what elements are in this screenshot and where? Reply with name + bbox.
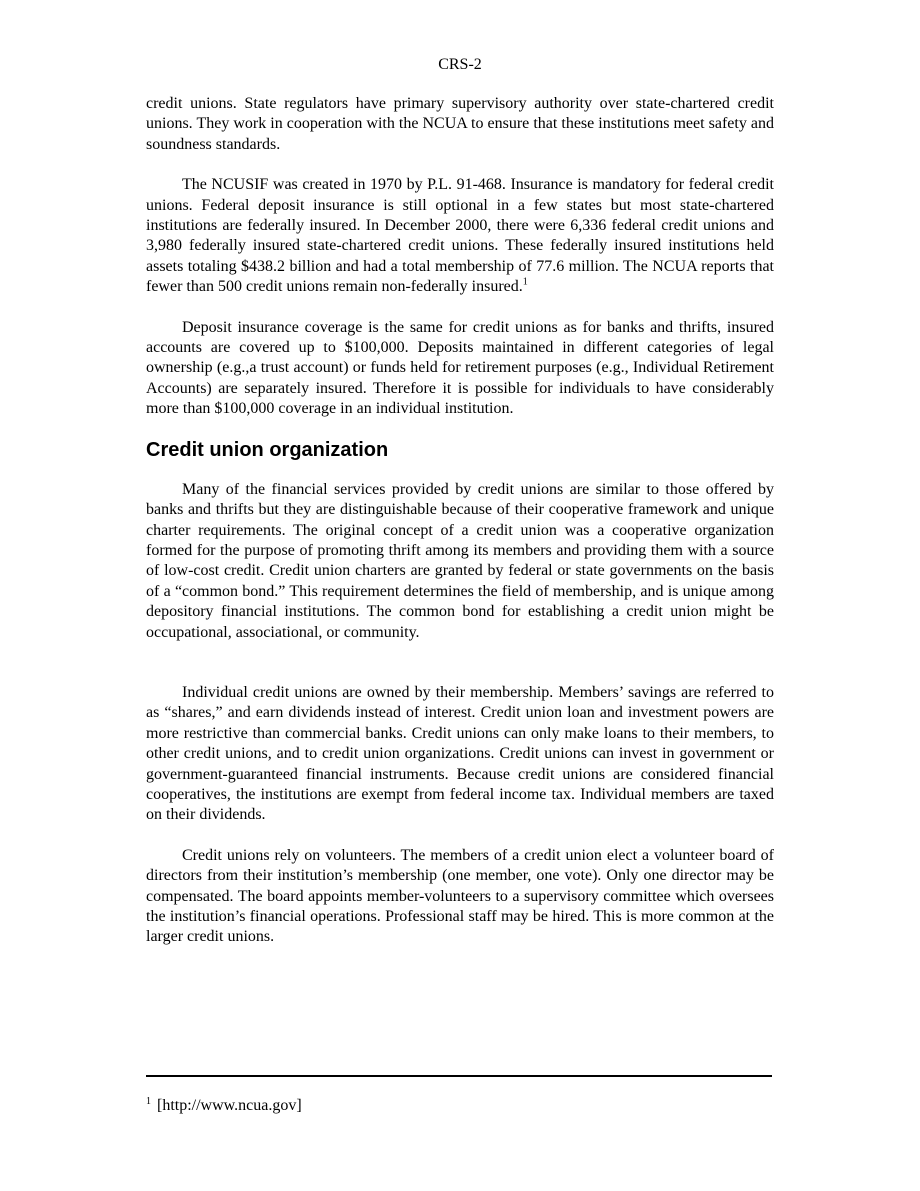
paragraph-ncusif — [146, 175, 774, 297]
paragraph-state-regulators: credit unions. State regulators have primary supervisory authority over state-chartered credit unions. They work in cooperation with the NCUA to ensure that these institutions meet safety and soundness standards. — [146, 95, 774, 153]
paragraph-ownership: Individual credit unions are owned by their membership. Members’ savings are referred to as “shares,” and earn dividends instead of interest. Credit union loan and investment powers are more restrictive than commercial banks. Credit unions can only make loans to their members, to other credit unions, and to credit union organizations. Credit unions can invest in government or government-guaranteed financial instruments. Because credit unions are considered financial cooperatives, the institutions are exempt from federal income tax. Individual members are taxed on their dividends. — [146, 683, 774, 824]
footnote-marker: 1 — [146, 1095, 151, 1107]
footnote-reference[interactable]: 1 — [522, 276, 528, 288]
document-body — [146, 94, 774, 948]
paragraph-financial-services: Many of the financial services provided by credit unions are similar to those offered by banks and thrifts but they are distinguishable because of their cooperative framework and unique charter requirements. The original concept of a credit union was a cooperative organization formed for the purpose of promoting thrift among its members and providing them with a source of low-cost credit. Credit union charters are granted by federal or state governments on the basis of a “common bond.” This requirement determines the field of membership, and is unique among depository financial institutions. The common bond for establishing a credit union might be occupational, associational, or community. — [146, 480, 774, 641]
page-label: CRS-2 — [438, 56, 482, 73]
footnote — [146, 1096, 774, 1116]
paragraph-ncusif-text: The NCUSIF was created in 1970 by P.L. 91-468. Insurance is mandatory for federal credit unions. Federal deposit insurance is still optional in a few states but most state-chartered institutions are federally insured. In December 2000, there were 6,336 federal credit unions and 3,980 federally insured state-chartered credit unions. These federally insured institutions held assets totaling $438.2 billion and had a total membership of 77.6 million. The NCUA reports that fewer than 500 credit unions remain non-federally insured. — [146, 176, 774, 296]
section-heading: Credit union organization — [146, 438, 389, 461]
page-header — [0, 55, 920, 75]
footnote-divider — [146, 1075, 772, 1077]
paragraph-volunteers: Credit unions rely on volunteers. The members of a credit union elect a volunteer board of directors from their institution’s membership (one member, one vote). Only one director may be compensated. The board appoints member-volunteers to a supervisory committee which oversees the institution’s financial operations. Professional staff may be hired. This is more common at the larger credit unions. — [146, 846, 774, 946]
paragraph-deposit-insurance: Deposit insurance coverage is the same for credit unions as for banks and thrifts, insured accounts are covered up to $100,000. Deposits maintained in different categories of legal ownership (e.g.,a trust account) or funds held for retirement purposes (e.g., Individual Retirement Accounts) are separately insured. Therefore it is possible for individuals to have considerably more than $100,000 coverage in an individual institution. — [146, 318, 774, 418]
footnote-link[interactable]: [http://www.ncua.gov] — [157, 1097, 302, 1114]
